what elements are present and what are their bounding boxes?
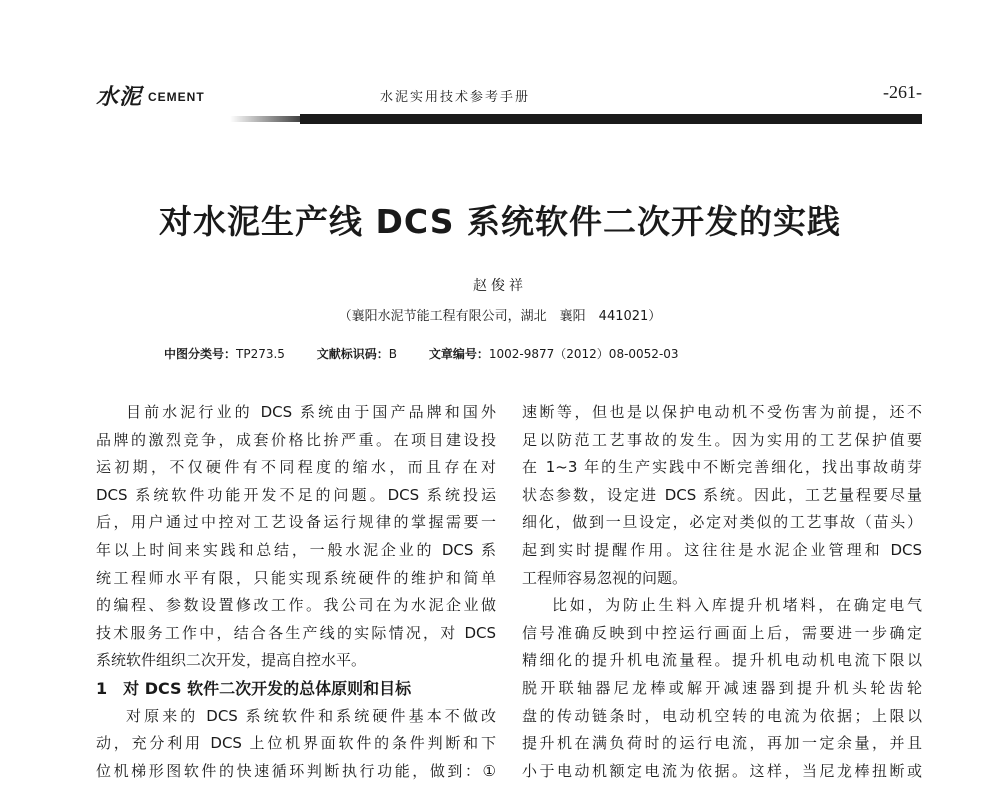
- clc-number: [164, 347, 285, 361]
- logo-english: CEMENT: [148, 90, 205, 104]
- article-title: 对水泥生产线 DCS 系统软件二次开发的实践: [159, 202, 841, 241]
- text-line: 提升机在满负荷时的运行电流，再加一定余量，并且: [522, 734, 922, 753]
- author: 赵俊祥: [473, 278, 527, 294]
- page-header: [0, 0, 1000, 130]
- text-line: 精细化的提升机电流量程。提升机电动机电流下限以: [522, 651, 922, 670]
- text-line: 位机梯形图软件的快速循环判断执行功能，做到：①: [96, 761, 496, 780]
- article-meta: [164, 345, 707, 362]
- text-line: 对原来的 DCS 系统软件和系统硬件基本不做改: [126, 706, 496, 725]
- text-line: 起到实时提醒作用。这往往是水泥企业管理和 DCS: [522, 540, 922, 559]
- article-value: 1002-9877（2012）08-0052-03: [488, 347, 679, 361]
- text-line: 盘的传动链条时，电动机空转的电流为依据；上限以: [522, 706, 922, 725]
- text-line: 系统软件组织二次开发，提高自控水平。: [96, 651, 367, 670]
- text-line: 小于电动机额定电流为依据。这样，当尼龙棒扭断或: [522, 761, 922, 780]
- text-line: 的编程、参数设置修改工作。我公司在为水泥企业做: [96, 596, 496, 615]
- article-label: 文章编号：: [428, 347, 489, 361]
- text-line: 技术服务工作中，结合各生产线的实际情况，对 DCS: [96, 623, 496, 642]
- journal-logo: [96, 80, 205, 111]
- article-number: [429, 347, 679, 361]
- text-line: 统工程师水平有限，只能实现系统硬件的维护和简单: [96, 568, 496, 587]
- clc-label: 中图分类号：: [164, 347, 237, 361]
- header-rule: [300, 114, 922, 124]
- doc-label: 文献标识码：: [316, 347, 389, 361]
- text-line: 工程师容易忽视的问题。: [522, 568, 688, 587]
- text-line: 足以防范工艺事故的发生。因为实用的工艺保护值要: [522, 430, 922, 449]
- text-line: 在 1~3 年的生产实践中不断完善细化，找出事故萌芽: [522, 458, 922, 477]
- text-line: 品牌的激烈竞争，成套价格比拚严重。在项目建设投: [96, 430, 496, 449]
- text-line: 信号准确反映到中控运行画面上后，需要进一步确定: [522, 623, 922, 642]
- text-line: 细化，做到一旦设定，必定对类似的工艺事故（苗头）: [522, 513, 922, 532]
- text-line: 后，用户通过中控对工艺设备运行规律的掌握需要一: [96, 513, 496, 532]
- affiliation: （襄阳水泥节能工程有限公司，湖北 襄阳 441021）: [338, 309, 662, 324]
- text-line: 动，充分利用 DCS 上位机界面软件的条件判断和下: [96, 734, 496, 753]
- body-column-right: [522, 399, 922, 785]
- running-title: 水泥实用技术参考手册: [380, 90, 531, 105]
- text-line: 脱开联轴器尼龙棒或解开减速器到提升机头轮齿轮: [522, 678, 922, 697]
- page-number: -261-: [883, 82, 922, 102]
- text-line: 状态参数，设定进 DCS 系统。因此，工艺量程要尽量: [522, 485, 922, 504]
- document-code: [317, 347, 397, 361]
- text-line: 目前水泥行业的 DCS 系统由于国产品牌和国外: [126, 403, 496, 421]
- doc-value: B: [388, 347, 398, 361]
- section-heading: 1 对 DCS 软件二次开发的总体原则和目标: [96, 678, 412, 698]
- header-rule-fade: [230, 116, 302, 122]
- clc-value: TP273.5: [236, 347, 285, 361]
- text-line: 运初期，不仅硬件有不同程度的缩水，而且存在对: [96, 458, 496, 477]
- text-line: 速断等，但也是以保护电动机不受伤害为前提，还不: [522, 403, 922, 421]
- text-line: 比如，为防止生料入库提升机堵料，在确定电气: [552, 596, 922, 615]
- text-line: DCS 系统软件功能开发不足的问题。DCS 系统投运: [96, 485, 496, 504]
- body-column-left: [96, 399, 496, 785]
- text-line: 年以上时间来实践和总结，一般水泥企业的 DCS 系: [96, 540, 496, 559]
- logo-chinese: 水泥: [96, 84, 143, 110]
